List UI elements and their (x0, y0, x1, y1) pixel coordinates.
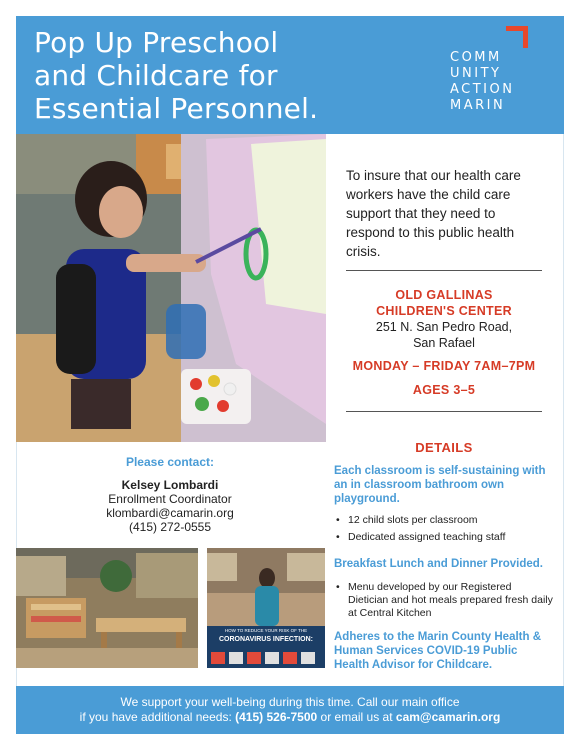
logo-line: MARIN (450, 98, 506, 113)
details-section-heading: Adheres to the Marin County Health & Human Services COVID-19 Public Health Advisor for Childcare. (334, 631, 542, 671)
contact-role: Enrollment Coordinator (108, 492, 232, 506)
list-item: • 12 child slots per classroom (334, 514, 554, 527)
location-name: OLD GALLINAS (395, 288, 493, 302)
contact-name: Kelsey Lombardi (121, 478, 219, 492)
logo-line: UNITY (450, 66, 502, 81)
contact-email-link[interactable]: klombardi@camarin.org (106, 506, 234, 520)
contact-block (40, 478, 300, 534)
intro-text: To insure that our health care workers have the child care support that they need to respond to this public health crisis. (346, 168, 521, 259)
details-section-heading: Breakfast Lunch and Dinner Provided. (334, 558, 543, 570)
divider (346, 411, 542, 412)
logo-line: ACTION (450, 82, 515, 97)
poster-subtitle: HOW TO REDUCE YOUR RISK OF THE (224, 628, 308, 633)
child-painting-photo (16, 134, 326, 442)
community-action-marin-logo (446, 26, 542, 126)
location-block (336, 287, 552, 351)
contact-phone[interactable]: (415) 272-0555 (128, 520, 212, 534)
details-heading: DETAILS (415, 440, 473, 455)
details-bullet-list (334, 514, 554, 544)
list-item: • Dedicated assigned teaching staff (334, 531, 554, 544)
schedule-hours: MONDAY – FRIDAY 7AM–7PM (352, 359, 536, 373)
footer-email-link[interactable]: cam@camarin.org (395, 710, 501, 724)
footer-line: We support your well-being during this time. Call our main office (120, 695, 460, 709)
list-item: • Menu developed by our Registered Dietician and hot meals prepared fresh daily at Central Kitchen (334, 581, 554, 620)
footer-phone[interactable]: (415) 526-7500 (235, 710, 318, 724)
details-bullet-list (334, 581, 554, 620)
location-address: 251 N. San Pedro Road, (375, 320, 513, 334)
footer-text: if you have additional needs: (79, 710, 236, 724)
contact-heading: Please contact: (125, 455, 215, 469)
classroom-photo (16, 548, 198, 668)
logo-line: COMM (450, 50, 502, 65)
title-line: and Childcare for (34, 59, 278, 92)
footer-text: or email us at (317, 710, 396, 724)
divider (346, 270, 542, 271)
location-address: San Rafael (413, 336, 475, 350)
logo-bracket-icon (506, 26, 528, 48)
details-section-heading: Each classroom is self-sustaining with an in classroom bathroom own playground. (334, 465, 546, 505)
poster-title: CORONAVIRUS INFECTION: (219, 636, 313, 643)
title-line: Pop Up Preschool (34, 26, 279, 59)
footer-line (16, 710, 564, 725)
page-title (34, 26, 318, 125)
coronavirus-poster-photo (207, 548, 325, 668)
footer-banner (16, 686, 564, 734)
location-name: CHILDREN'S CENTER (376, 304, 512, 318)
title-line: Essential Personnel. (34, 92, 319, 125)
age-range: AGES 3–5 (412, 383, 476, 397)
